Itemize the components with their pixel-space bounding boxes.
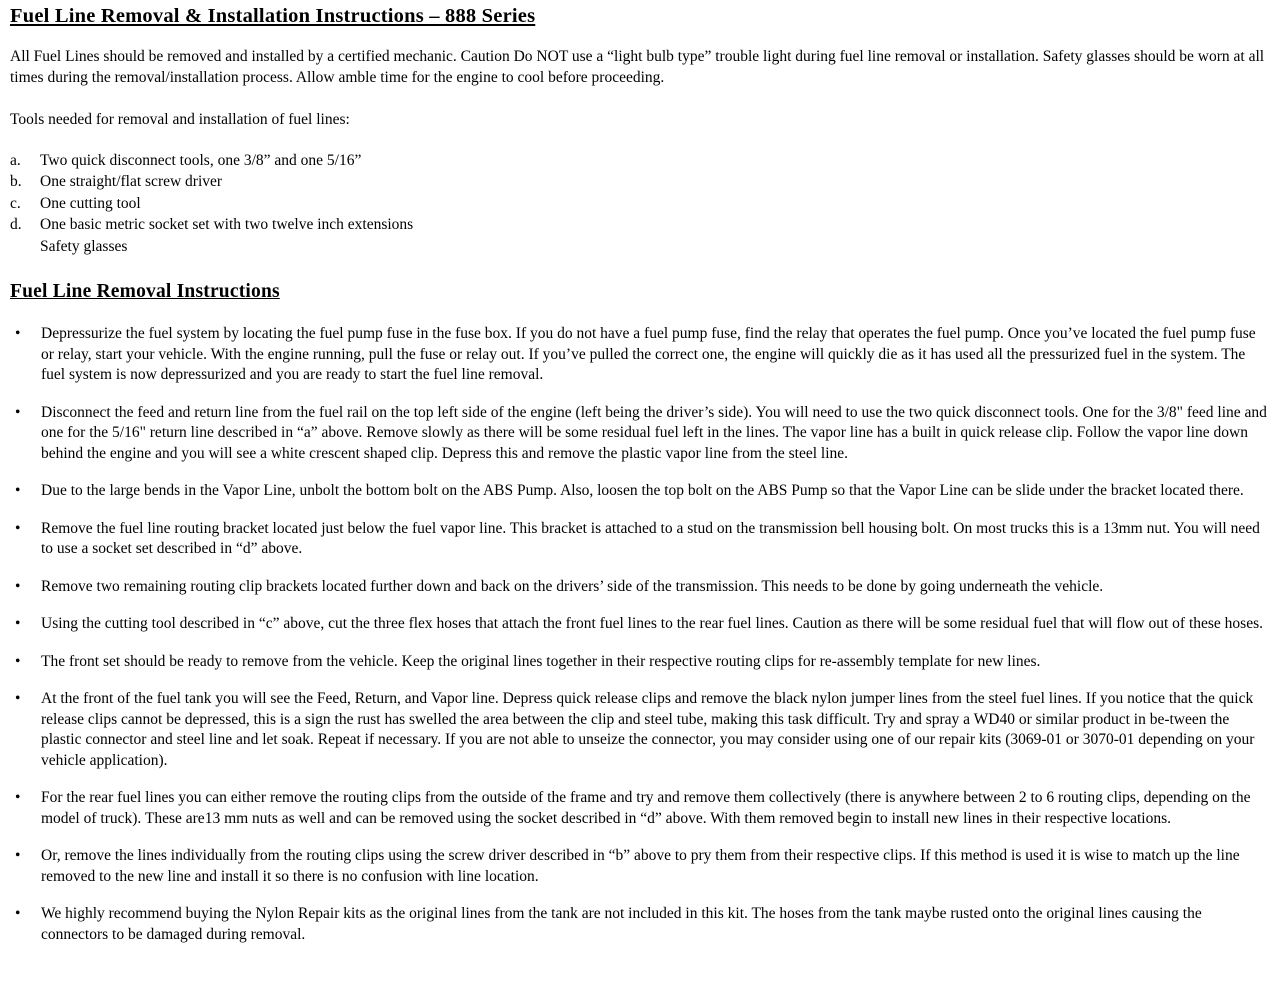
tool-item-text: Two quick disconnect tools, one 3/8” and one 5/16” [40, 151, 362, 169]
instruction-item [10, 652, 1267, 673]
list-letter: b. [10, 173, 22, 190]
instruction-item [10, 519, 1267, 560]
tools-intro-paragraph: Tools needed for removal and installation of fuel lines: [10, 111, 350, 128]
tools-list-item [10, 236, 1267, 258]
tools-list-item [10, 150, 1267, 172]
instruction-text: At the front of the fuel tank you will see the Feed, Return, and Vapor line. Depress quick release clips and remove the black nylon jumper lines from the steel fuel lines. If you notice that the quick release clips cannot be depressed, this is a sign the rust has swelled the area between the clip and steel tube, making this task difficult. Try and spray a WD40 or similar product in be-tween the plastic connector and steel line and let soak. Repeat if necessary. If you are not able to unseize the connector, you may consider using one of our repair kits (3069-01 or 3070-01 depending on your vehicle application). [41, 690, 1255, 769]
bullet-icon [10, 652, 41, 673]
instruction-text: Remove the fuel line routing bracket located just below the fuel vapor line. This bracket is attached to a stud on the transmission bell housing bolt. On most trucks this is a 13mm nut. You will need to use a socket set described in “d” above. [41, 519, 1260, 557]
bullet-icon [10, 689, 41, 771]
list-letter: c. [10, 194, 21, 212]
instruction-text: Depressurize the fuel system by locating the fuel pump fuse in the fuse box. If you do not have a fuel pump fuse, find the relay that operates the fuel pump. Once you’ve located the fuel pump fuse or relay, start your vehicle. With the engine running, pull the fuse or relay out. If you’ve pulled the correct one, the engine will quickly die as it has used all the pressurized fuel in the system. The fuel system is now depressurized and you are ready to start the fuel line removal. [41, 325, 1256, 383]
tools-list [10, 150, 1267, 258]
tools-list-item [10, 193, 1267, 215]
instruction-item [10, 846, 1267, 887]
instructions-list [10, 324, 1267, 945]
instruction-text: Due to the large bends in the Vapor Line, unbolt the bottom bolt on the ABS Pump. Also, loosen the top bolt on the ABS Pump so that the Vapor Line can be slide under the bracket located there. [41, 482, 1244, 499]
instruction-item [10, 614, 1267, 635]
bullet-icon [10, 577, 41, 598]
list-letter [10, 236, 40, 258]
bullet-icon [10, 846, 41, 887]
instruction-item [10, 788, 1267, 829]
instruction-text: The front set should be ready to remove from the vehicle. Keep the original lines together in their respective routing clips for re-assembly template for new lines. [41, 652, 1041, 670]
instruction-text: Or, remove the lines individually from the routing clips using the screw driver described in “b” above to pry them from their respective clips. If this method is used it is wise to match up the line removed to the new line and install it so there is no confusion with line location. [41, 847, 1240, 885]
bullet-icon [10, 614, 41, 635]
tool-item-text: One straight/flat screw driver [40, 173, 223, 190]
instruction-item [10, 689, 1267, 771]
instruction-text: For the rear fuel lines you can either remove the routing clips from the outside of the frame and try and remove them collectively (there is anywhere between 2 to 6 routing clips, depending on the model of truck). These are13 mm nuts as well and can be removed using the socket described in “d” above. With them removed begin to install new lines in their respective locations. [41, 789, 1251, 827]
bullet-icon [10, 788, 41, 829]
section-heading: Fuel Line Removal Instructions [10, 281, 280, 302]
tools-list-item [10, 214, 1267, 236]
instruction-item [10, 481, 1267, 502]
document-title: Fuel Line Removal & Installation Instructions – 888 Series [10, 5, 536, 27]
instruction-text: Using the cutting tool described in “c” above, cut the three flex hoses that attach the front fuel lines to the rear fuel lines. Caution as there will be some residual fuel that will flow out of these hoses. [41, 615, 1263, 632]
instruction-text: We highly recommend buying the Nylon Repair kits as the original lines from the tank are not included in this kit. The hoses from the tank maybe rusted onto the original lines causing the connectors to be damaged during removal. [41, 905, 1202, 943]
list-letter: d. [10, 216, 22, 233]
instruction-item [10, 324, 1267, 386]
tool-item-text: Safety glasses [40, 237, 128, 255]
instruction-item [10, 904, 1267, 945]
tool-item-text: One basic metric socket set with two twelve inch extensions [40, 216, 414, 233]
list-letter: a. [10, 151, 21, 169]
bullet-icon [10, 904, 41, 945]
tool-item-text: One cutting tool [40, 194, 141, 212]
bullet-icon [10, 519, 41, 560]
bullet-icon [10, 403, 41, 465]
instruction-text: Disconnect the feed and return line from the fuel rail on the top left side of the engine (left being the driver’s side). You will need to use the two quick disconnect tools. One for the 3/8" feed line and one for the 5/16" return line described in “a” above. Remove slowly as there will be some residual fuel left in the lines. The vapor line has a built in quick release clip. Follow the vapor line down behind the engine and you will see a white crescent shaped clip. Depress this and remove the plastic vapor line from the steel line. [41, 403, 1267, 462]
bullet-icon [10, 481, 41, 502]
bullet-icon [10, 324, 41, 386]
intro-paragraph: All Fuel Lines should be removed and installed by a certified mechanic. Caution Do NOT use a “light bulb type” trouble light during fuel line removal or installation. Safety glasses should be worn at all times during the removal/installation process. Allow amble time for the engine to cool before proceeding. [10, 48, 1265, 86]
instruction-item [10, 577, 1267, 598]
instruction-text: Remove two remaining routing clip brackets located further down and back on the drivers’ side of the transmission. This needs to be done by going underneath the vehicle. [41, 577, 1104, 595]
tools-list-item [10, 171, 1267, 193]
instruction-item [10, 403, 1267, 465]
